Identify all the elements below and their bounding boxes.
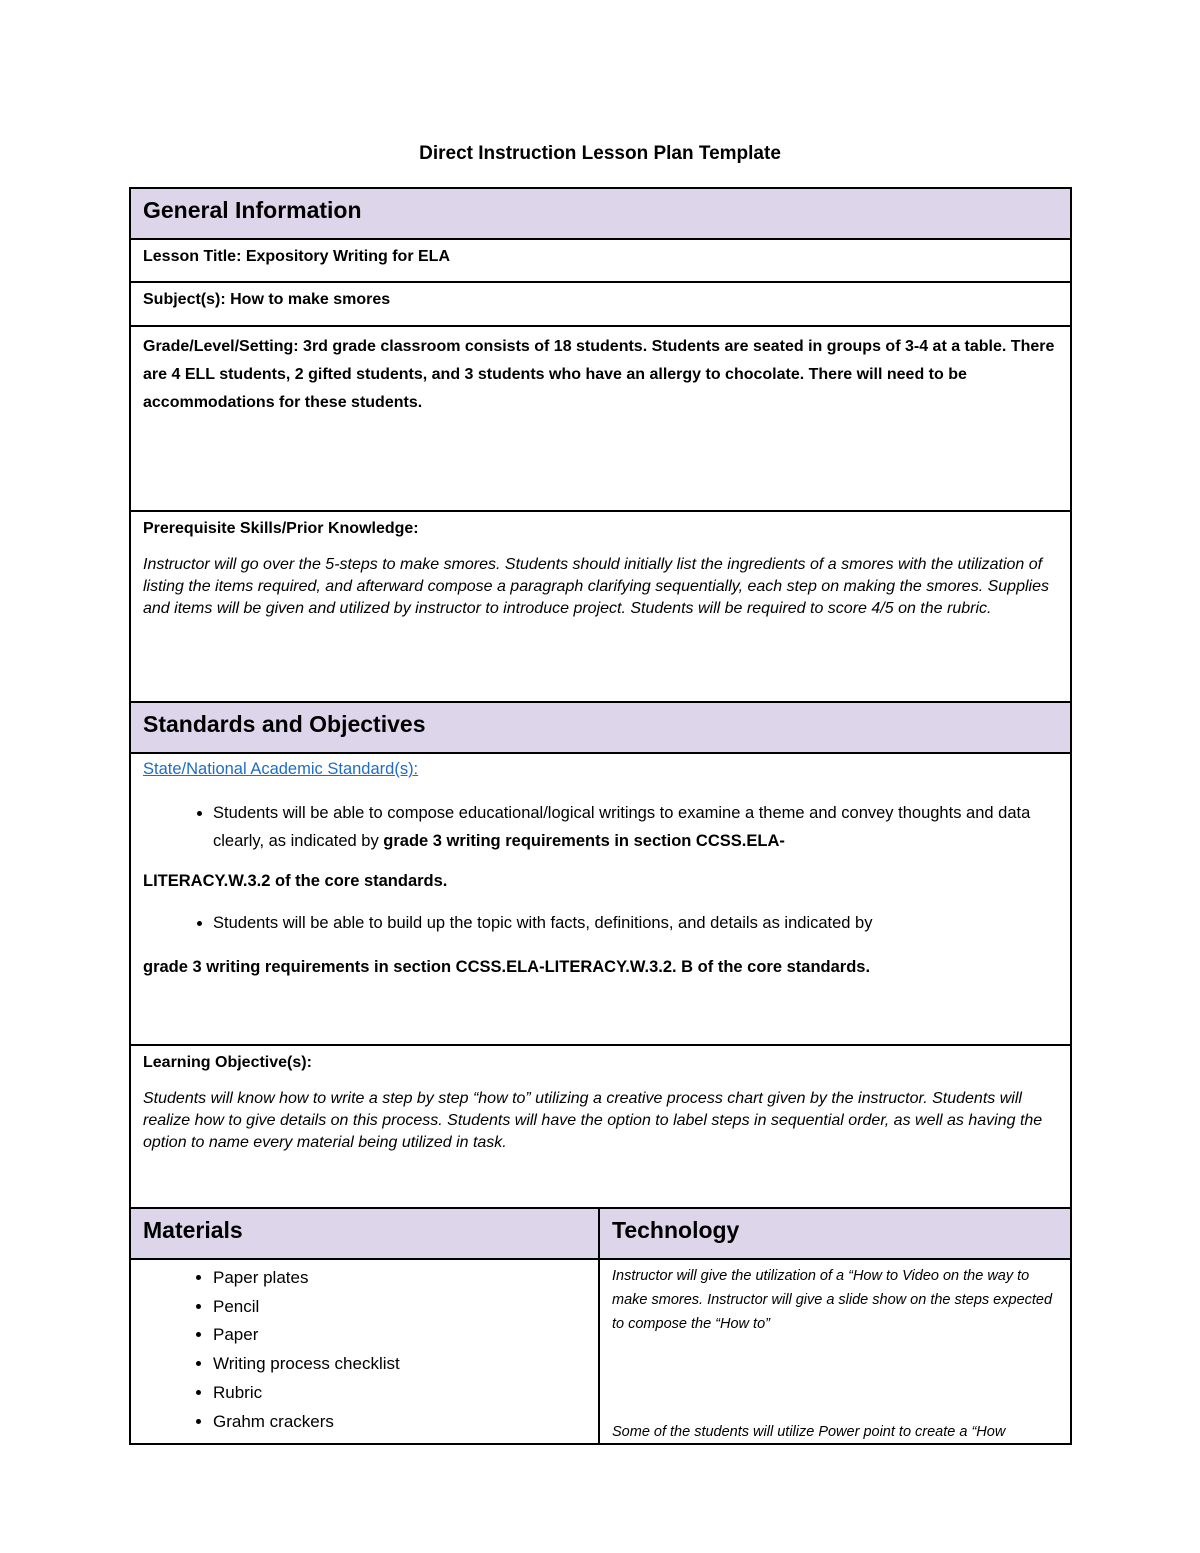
standard-item: • Students will be able to build up the topic with facts, definitions, and details as indicated by (213, 909, 1058, 937)
standards-list-2 (143, 909, 1058, 937)
standards-header-row (130, 702, 1071, 753)
learning-objective-row (130, 1045, 1071, 1208)
learning-objective-label: Learning Objective(s): (143, 1054, 312, 1071)
materials-technology-header-row (130, 1208, 1071, 1259)
standard-item-text: Students will be able to compose educational/logical writings to examine a theme and convey thoughts and data clearly, as indicated by (213, 804, 1031, 850)
materials-item: • Pencil (213, 1293, 586, 1322)
materials-list (143, 1264, 586, 1436)
document-title: Direct Instruction Lesson Plan Template (419, 143, 781, 164)
standard-item (213, 799, 1058, 855)
subjects: Subject(s): How to make smores (143, 291, 391, 308)
general-information-heading: General Information (130, 188, 1071, 239)
materials-heading: Materials (130, 1208, 599, 1259)
subjects-row (130, 282, 1071, 326)
prerequisite-row (130, 511, 1071, 702)
learning-objective-text: Students will know how to write a step by step “how to” utilizing a creative process chart given by the instructor. Students will realize how to give details on this process. Students will have the option to label steps in sequential order, as well as having the option to name every material being utilized in task. (143, 1090, 1043, 1151)
standards-list (143, 799, 1058, 855)
technology-text: Instructor will give the utilization of a “How to Video on the way to make smores. Instructor will give a slide show on the steps expected to compose the “How to” (612, 1268, 1053, 1332)
materials-technology-row (130, 1259, 1071, 1444)
grade-level-setting-row (130, 326, 1071, 511)
technology-heading: Technology (599, 1208, 1071, 1259)
standard-continuation-2: grade 3 writing requirements in section CCSS.ELA-LITERACY.W.3.2. B of the core standards. (143, 958, 871, 976)
standard-continuation: LITERACY.W.3.2 of the core standards. (143, 872, 448, 890)
standards-heading: Standards and Objectives (130, 702, 1071, 753)
prerequisite-text: Instructor will go over the 5-steps to make smores. Students should initially list the ingredients of a smores with the utilization of listing the items required, and afterward compose a paragraph clarifying sequentially, each step on making the smores. Supplies and items will be given and utilized by instructor to introduce project. Students will be required to score 4/5 on the rubric. (143, 556, 1049, 617)
academic-standards-link[interactable]: State/National Academic Standard(s): (143, 760, 419, 778)
materials-item: • Paper plates (213, 1264, 586, 1293)
standards-row (130, 753, 1071, 1045)
grade-level-setting: Grade/Level/Setting: 3rd grade classroom consists of 18 students. Students are seated in groups of 3-4 at a table. There are 4 ELL students, 2 gifted students, and 3 students who have an allergy to chocolate. There will need to be accommodations for these students. (130, 326, 1071, 511)
general-information-header-row (130, 188, 1071, 239)
technology-bottom-text: Some of the students will utilize Power point to create a “How (612, 1424, 1006, 1440)
materials-item: • Writing process checklist (213, 1350, 586, 1379)
materials-item: • Rubric (213, 1379, 586, 1408)
materials-item: • Grahm crackers (213, 1408, 586, 1437)
lesson-plan-table (129, 187, 1072, 1445)
materials-item: • Paper (213, 1321, 586, 1350)
lesson-title: Lesson Title: Expository Writing for ELA (143, 248, 450, 265)
lesson-title-row (130, 239, 1071, 282)
standard-item-bold: grade 3 writing requirements in section CCSS.ELA- (383, 832, 785, 850)
prerequisite-label: Prerequisite Skills/Prior Knowledge: (143, 520, 419, 537)
